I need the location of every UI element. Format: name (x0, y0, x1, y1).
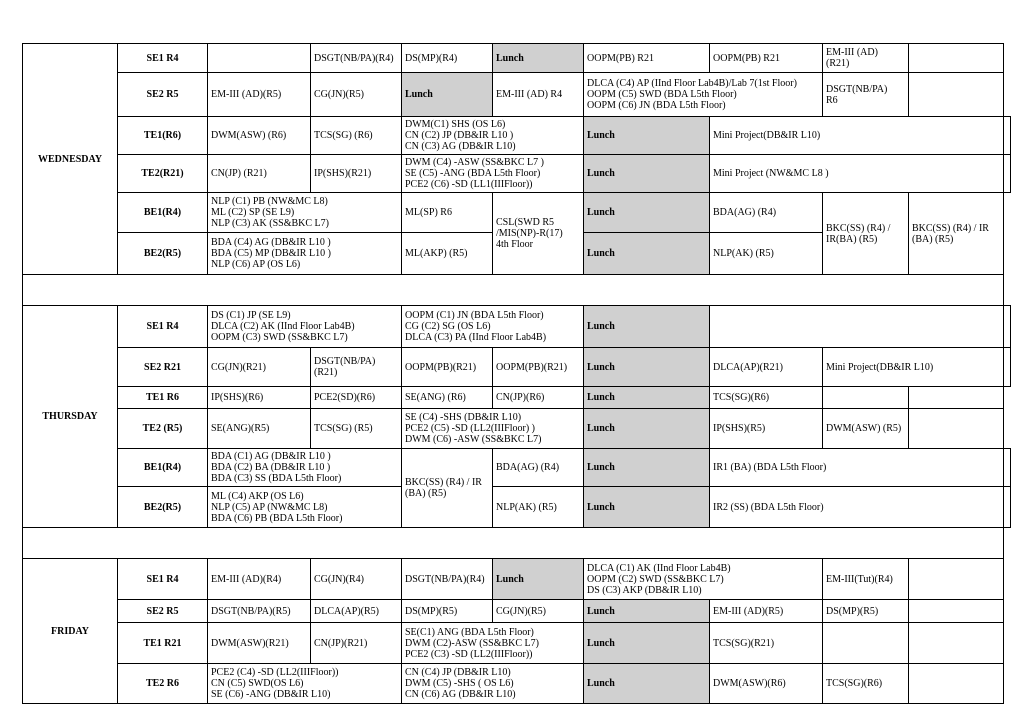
lunch-cell: Lunch (584, 600, 710, 623)
table-row (23, 600, 1011, 623)
lunch-cell: Lunch (584, 449, 710, 487)
table-cell (909, 387, 1004, 409)
table-cell: NLP(AK) (R5) (493, 487, 584, 528)
table-cell: DWM(ASW) (R5) (823, 409, 909, 449)
table-cell: PCE2 (C4) -SD (LL2(IIIFloor)) CN (C5) SWD(OS L6) SE (C6) -ANG (DB&IR L10) (208, 664, 402, 704)
table-row (23, 306, 1011, 348)
lunch-cell: Lunch (493, 44, 584, 73)
table-cell: OOPM(PB) R21 (710, 44, 823, 73)
table-cell: EM-III (AD)(R4) (208, 559, 311, 600)
table-cell: DWM(ASW) (R6) (208, 117, 311, 155)
table-row (23, 664, 1011, 704)
table-cell (909, 559, 1004, 600)
table-cell: CG(JN)(R5) (493, 600, 584, 623)
table-cell: EM-III (AD) R4 (493, 73, 584, 117)
lunch-cell: Lunch (402, 73, 493, 117)
lunch-cell: Lunch (584, 664, 710, 704)
table-cell: Mini Project(DB&IR L10) (710, 117, 1004, 155)
day-label-friday: FRIDAY (23, 559, 118, 704)
lunch-cell: Lunch (584, 117, 710, 155)
table-cell (909, 623, 1004, 664)
table-cell: TCS(SG) (R5) (311, 409, 402, 449)
table-cell (1004, 449, 1011, 487)
day-label-wednesday: WEDNESDAY (23, 44, 118, 275)
table-row (23, 559, 1011, 600)
table-cell: OOPM(PB)(R21) (402, 348, 493, 387)
table-cell: BKC(SS) (R4) / IR (BA) (R5) (909, 193, 1004, 275)
table-cell: EM-III(Tut)(R4) (823, 559, 909, 600)
table-cell (1004, 348, 1011, 387)
table-cell (909, 409, 1004, 449)
table-cell: TCS(SG)(R21) (710, 623, 823, 664)
table-cell: IR1 (BA) (BDA L5th Floor) (710, 449, 1004, 487)
table-cell (1004, 117, 1011, 155)
class-label: TE1(R6) (118, 117, 208, 155)
table-cell: CN (C4) JP (DB&IR L10) DWM (C5) -SHS ( OS L6) CN (C6) AG (DB&IR L10) (402, 664, 584, 704)
class-label: TE1 R6 (118, 387, 208, 409)
table-cell: Mini Project(DB&IR L10) (823, 348, 1004, 387)
class-label: SE1 R4 (118, 559, 208, 600)
table-row (23, 117, 1011, 155)
table-cell (208, 44, 311, 73)
class-label: SE2 R21 (118, 348, 208, 387)
table-cell: EM-III (AD)(R5) (710, 600, 823, 623)
table-cell: DLCA (C4) AP (IInd Floor Lab4B)/Lab 7(1st Floor) OOPM (C5) SWD (BDA L5th Floor) OOPM (C6) JN (BDA L5th Floor) (584, 73, 823, 117)
lunch-cell: Lunch (493, 559, 584, 600)
table-cell: DSGT(NB/PA)(R4) (402, 559, 493, 600)
table-cell: DS(MP)(R4) (402, 44, 493, 73)
table-cell (710, 306, 1004, 348)
class-label: BE2(R5) (118, 487, 208, 528)
table-cell (1004, 155, 1011, 193)
class-label: TE2 R6 (118, 664, 208, 704)
table-cell: NLP (C1) PB (NW&MC L8) ML (C2) SP (SE L9) NLP (C3) AK (SS&BKC L7) (208, 193, 402, 233)
lunch-cell: Lunch (584, 348, 710, 387)
class-label: SE1 R4 (118, 306, 208, 348)
table-cell: DLCA (C1) AK (IInd Floor Lab4B) OOPM (C2) SWD (SS&BKC L7) DS (C3) AKP (DB&IR L10) (584, 559, 823, 600)
table-row (23, 449, 1011, 487)
table-cell: IP(SHS)(R5) (710, 409, 823, 449)
table-cell (909, 664, 1004, 704)
day-label-thursday: THURSDAY (23, 306, 118, 528)
table-cell: DWM (C4) -ASW (SS&BKC L7 ) SE (C5) -ANG (BDA L5th Floor) PCE2 (C6) -SD (LL1(IIIFloor)) (402, 155, 584, 193)
table-cell: BDA (C4) AG (DB&IR L10 ) BDA (C5) MP (DB&IR L10 ) NLP (C6) AP (OS L6) (208, 233, 402, 275)
table-row (23, 155, 1011, 193)
table-cell: DLCA(AP)(R21) (710, 348, 823, 387)
table-cell: BKC(SS) (R4) / IR(BA) (R5) (823, 193, 909, 275)
class-label: BE2(R5) (118, 233, 208, 275)
lunch-cell: Lunch (584, 155, 710, 193)
table-cell: CN(JP)(R21) (311, 623, 402, 664)
table-cell: IP(SHS)(R6) (208, 387, 311, 409)
table-row (23, 73, 1011, 117)
table-cell: BDA(AG) (R4) (493, 449, 584, 487)
table-cell: TCS(SG)(R6) (710, 387, 823, 409)
table-cell: NLP(AK) (R5) (710, 233, 823, 275)
table-cell (1004, 487, 1011, 528)
table-cell: PCE2(SD)(R6) (311, 387, 402, 409)
table-cell: DS(MP)(R5) (402, 600, 493, 623)
table-cell: CN(JP)(R6) (493, 387, 584, 409)
table-cell: DWM(ASW)(R6) (710, 664, 823, 704)
table-row (23, 387, 1011, 409)
table-row (23, 44, 1011, 73)
table-cell: DWM(ASW)(R21) (208, 623, 311, 664)
lunch-cell: Lunch (584, 233, 710, 275)
table-cell: OOPM (C1) JN (BDA L5th Floor) CG (C2) SG (OS L6) DLCA (C3) PA (IInd Floor Lab4B) (402, 306, 584, 348)
table-cell: DS(MP)(R5) (823, 600, 909, 623)
table-cell (909, 44, 1004, 73)
table-cell: DSGT(NB/PA)(R5) (208, 600, 311, 623)
timetable (22, 43, 1011, 704)
table-cell: DS (C1) JP (SE L9) DLCA (C2) AK (IInd Floor Lab4B) OOPM (C3) SWD (SS&BKC L7) (208, 306, 402, 348)
table-cell: BDA(AG) (R4) (710, 193, 823, 233)
lunch-cell: Lunch (584, 306, 710, 348)
table-cell: EM-III (AD)(R5) (208, 73, 311, 117)
class-label: SE2 R5 (118, 600, 208, 623)
class-label: SE1 R4 (118, 44, 208, 73)
table-cell: BKC(SS) (R4) / IR (BA) (R5) (402, 449, 493, 528)
table-row (23, 623, 1011, 664)
table-cell: Mini Project (NW&MC L8 ) (710, 155, 1004, 193)
table-cell: SE(C1) ANG (BDA L5th Floor) DWM (C2)-ASW (SS&BKC L7) PCE2 (C3) -SD (LL2(IIIFloor)) (402, 623, 584, 664)
table-cell: DLCA(AP)(R5) (311, 600, 402, 623)
table-cell: SE (C4) -SHS (DB&IR L10) PCE2 (C5) -SD (LL2(IIIFloor) ) DWM (C6) -ASW (SS&BKC L7) (402, 409, 584, 449)
lunch-cell: Lunch (584, 387, 710, 409)
class-label: TE1 R21 (118, 623, 208, 664)
lunch-cell: Lunch (584, 409, 710, 449)
table-cell (823, 387, 909, 409)
table-cell (909, 600, 1004, 623)
class-label: SE2 R5 (118, 73, 208, 117)
table-cell: OOPM(PB) R21 (584, 44, 710, 73)
spacer-row (23, 275, 1011, 306)
lunch-cell: Lunch (584, 623, 710, 664)
spacer-row (23, 528, 1011, 559)
table-cell: SE(ANG) (R6) (402, 387, 493, 409)
lunch-cell: Lunch (584, 193, 710, 233)
lunch-cell: Lunch (584, 487, 710, 528)
table-cell: TCS(SG)(R6) (823, 664, 909, 704)
table-cell: TCS(SG) (R6) (311, 117, 402, 155)
table-cell: SE(ANG)(R5) (208, 409, 311, 449)
table-cell: DSGT(NB/PA) R6 (823, 73, 909, 117)
table-cell (1004, 306, 1011, 348)
table-cell: IP(SHS)(R21) (311, 155, 402, 193)
table-cell: OOPM(PB)(R21) (493, 348, 584, 387)
table-cell: ML(SP) R6 (402, 193, 493, 233)
table-cell: CN(JP) (R21) (208, 155, 311, 193)
class-label: TE2(R21) (118, 155, 208, 193)
table-cell: IR2 (SS) (BDA L5th Floor) (710, 487, 1004, 528)
table-cell (909, 73, 1004, 117)
table-row (23, 487, 1011, 528)
table-cell: CG(JN)(R4) (311, 559, 402, 600)
class-label: BE1(R4) (118, 449, 208, 487)
table-cell: CSL(SWD R5 /MIS(NP)-R(17) 4th Floor (493, 193, 584, 275)
table-cell (823, 623, 909, 664)
table-cell: CG(JN)(R21) (208, 348, 311, 387)
table-row (23, 409, 1011, 449)
table-cell: CG(JN)(R5) (311, 73, 402, 117)
table-cell: ML (C4) AKP (OS L6) NLP (C5) AP (NW&MC L8) BDA (C6) PB (BDA L5th Floor) (208, 487, 402, 528)
class-label: TE2 (R5) (118, 409, 208, 449)
table-row (23, 193, 1011, 233)
table-cell: BDA (C1) AG (DB&IR L10 ) BDA (C2) BA (DB&IR L10 ) BDA (C3) SS (BDA L5th Floor) (208, 449, 402, 487)
class-label: BE1(R4) (118, 193, 208, 233)
table-cell: EM-III (AD) (R21) (823, 44, 909, 73)
table-cell: DSGT(NB/PA)(R4) (311, 44, 402, 73)
table-row (23, 348, 1011, 387)
table-cell: ML(AKP) (R5) (402, 233, 493, 275)
table-cell: DSGT(NB/PA) (R21) (311, 348, 402, 387)
table-cell: DWM(C1) SHS (OS L6) CN (C2) JP (DB&IR L10 ) CN (C3) AG (DB&IR L10) (402, 117, 584, 155)
